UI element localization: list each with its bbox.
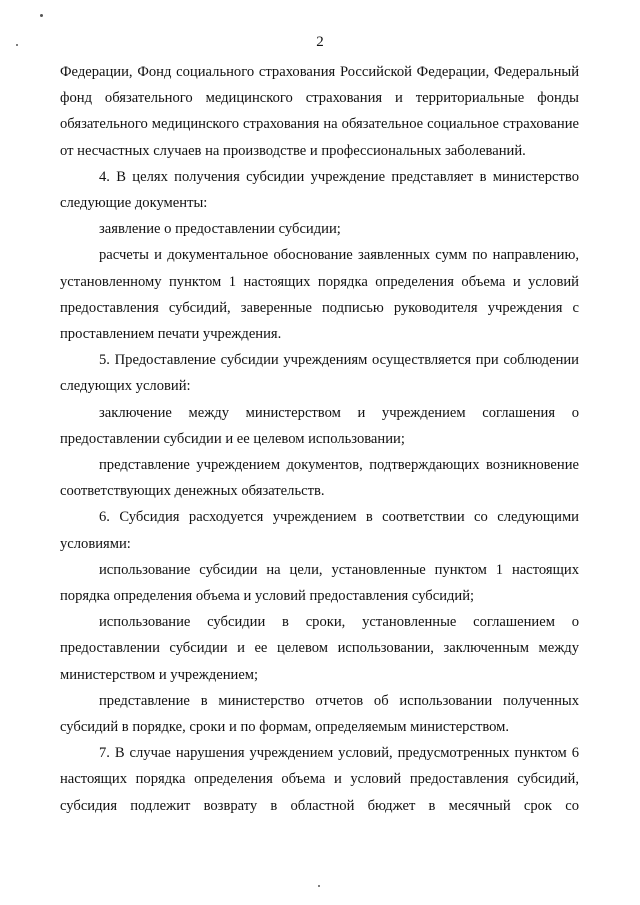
paragraph-clause-4-item-2: расчеты и документальное обоснование заявленных сумм по направлению, установленному пунктом 1 настоящих порядка определения объема и условий предоставления субсидий, заверенные подписью руководителя учреждения с проставлением печати учреждения. [60,247,579,343]
paragraph-clause-5: 5. Предоставление субсидии учреждениям осуществляется при соблюдении следующих условий: [60,352,579,395]
paragraph-continuation: Федерации, Фонд социального страхования Российской Федерации, Федеральный фонд обязательного медицинского страхования и территориальные фонды обязательного медицинского страхования на обязательное социальное страхование от несчастных случаев на производстве и профессиональных заболеваний. [60,64,579,159]
paragraph-clause-4: 4. В целях получения субсидии учреждение представляет в министерство следующие документы: [60,168,579,212]
scan-speck [16,44,18,46]
scan-speck [40,14,43,17]
paragraph-clause-5-item-2: представление учреждением документов, подтверждающих возникновение соответствующих денежных обязательств. [60,457,579,500]
page-number: 2 [316,34,324,50]
paragraph-clause-6: 6. Субсидия расходуется учреждением в соответствии со следующими условиями: [60,509,579,552]
paragraph-clause-7: 7. В случае нарушения учреждением условий, предусмотренных пунктом 6 настоящих порядка определения объема и условий предоставления субсидий, субсидия подлежит возврату в областной бюджет в месячный срок со [60,745,579,814]
document-body [60,59,579,819]
paragraph-clause-4-item-1: заявление о предоставлении субсидии; [99,221,341,238]
paragraph-clause-6-item-1: использование субсидии на цели, установленные пунктом 1 настоящих порядка определения объема и условий предоставления субсидий; [60,561,579,605]
paragraph-clause-5-item-1: заключение между министерством и учреждением соглашения о предоставлении субсидии и ее целевом использовании; [60,404,579,447]
scan-speck [318,885,320,887]
paragraph-clause-6-item-2: использование субсидии в сроки, установленные соглашением о предоставлении субсидии и ее целевом использовании, заключенным между министерством и учреждением; [60,614,579,683]
paragraph-clause-6-item-3: представление в министерство отчетов об использовании полученных субсидий в порядке, сроки и по формам, определяемым министерством. [60,692,579,736]
